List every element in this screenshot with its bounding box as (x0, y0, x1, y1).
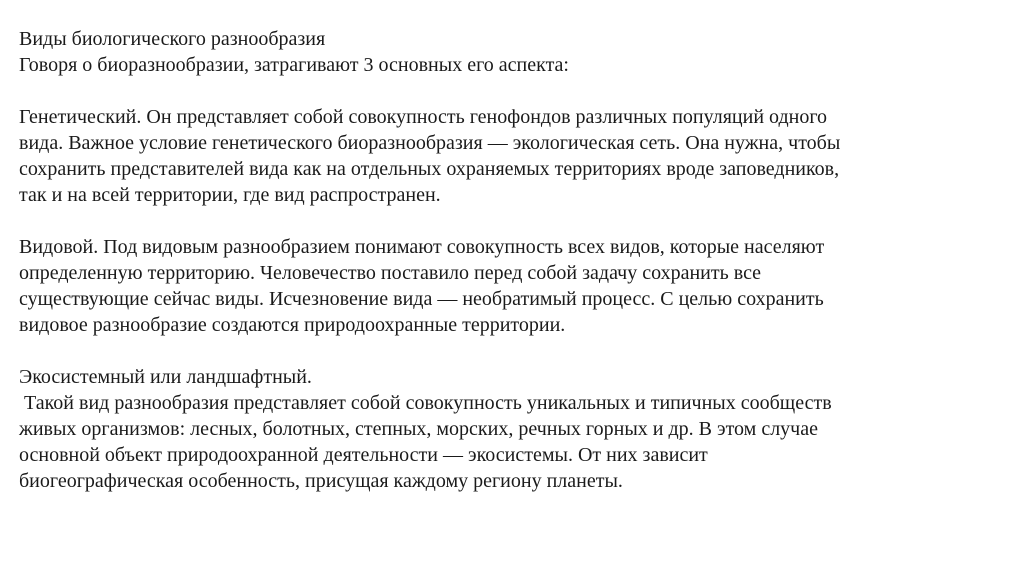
paragraph-line: Такой вид разнообразия представляет собой совокупность уникальных и типичных сообществ (19, 392, 832, 414)
header-block (19, 26, 1009, 78)
paragraph-line: вида. Важное условие генетического биоразнообразия — экологическая сеть. Она нужна, чтобы (19, 132, 841, 154)
paragraph-line: существующие сейчас виды. Исчезновение вида — необратимый процесс. С целью сохранить (19, 288, 824, 310)
paragraph-line: так и на всей территории, где вид распространен. (19, 184, 441, 206)
paragraph-genetic (19, 104, 1009, 208)
paragraph-line: Видовой. Под видовым разнообразием понимают совокупность всех видов, которые населяют (19, 236, 825, 258)
paragraph-line: Экосистемный или ландшафтный. (19, 366, 312, 388)
paragraph-line: живых организмов: лесных, болотных, степных, морских, речных горных и др. В этом случае (19, 418, 818, 440)
paragraph-line: определенную территорию. Человечество поставило перед собой задачу сохранить все (19, 262, 762, 284)
paragraph-line: биогеографическая особенность, присущая каждому региону планеты. (19, 470, 623, 492)
document-body (19, 26, 1009, 494)
paragraph-ecosystem (19, 364, 1009, 494)
document-title: Виды биологического разнообразия (19, 28, 326, 50)
paragraph-line: Генетический. Он представляет собой совокупность генофондов различных популяций одного (19, 106, 828, 128)
paragraph-species (19, 234, 1009, 338)
paragraph-line: сохранить представителей вида как на отдельных охраняемых территориях вроде заповедников, (19, 158, 840, 180)
paragraph-line: видовое разнообразие создаются природоохранные территории. (19, 314, 566, 336)
document-intro: Говоря о биоразнообразии, затрагивают 3 основных его аспекта: (19, 54, 569, 76)
paragraph-line: основной объект природоохранной деятельности — экосистемы. От них зависит (19, 444, 708, 466)
